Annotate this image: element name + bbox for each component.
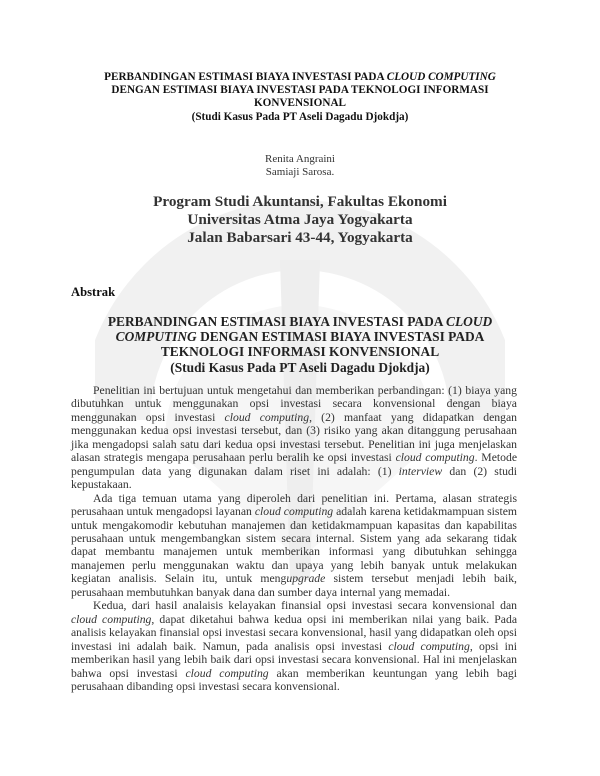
author-name: Samiaji Sarosa. [265, 165, 335, 178]
title-line: KONVENSIONAL [253, 97, 346, 110]
italic-term: upgrade [286, 572, 326, 586]
abstract-title-line: TEKNOLOGI INFORMASI KONVENSIONAL [160, 344, 440, 360]
abstract-title-italic: CLOUD [446, 314, 493, 329]
abstract-paragraph [71, 492, 517, 600]
institution-line: Jalan Babarsari 43-44, Yogyakarta [187, 229, 413, 246]
italic-term: interview [398, 464, 443, 478]
paragraph-text: Kedua, dari hasil analaisis kelayakan finansial opsi investasi secara konvensional dan [93, 599, 517, 613]
paragraph-text: sistem tersebut menjadi lebih baik, perusahaan membutuhkan banyak dana dan sumber daya internal yang memadai. [71, 572, 517, 599]
title-line-italic: CLOUD COMPUTING [386, 71, 496, 83]
abstract-body [71, 384, 517, 693]
abstract-title-subtitle: (Studi Kasus Pada PT Aseli Dagadu Djokdja) [170, 359, 430, 375]
italic-term: cloud computing [71, 612, 152, 626]
title-line: PERBANDINGAN ESTIMASI BIAYA INVESTASI PADA [104, 71, 387, 83]
institution-line: Program Studi Akuntansi, Fakultas Ekonomi [153, 193, 447, 210]
paragraph-text: dan (2) studi kepustakaan. [71, 464, 517, 492]
italic-term: cloud computing [224, 410, 310, 424]
paragraph-text: , dapat diketahui bahwa kedua opsi ini memberikan nilai yang baik. Pada analisis kelayakan finansial opsi investasi secara konvensional, hasil yang didapatkan oleh opsi investasi ini adalah baik. Namun, pada analisis opsi investasi [71, 612, 518, 653]
paragraph-text: Ada tiga temuan utama yang diperoleh dari penelitian ini. Pertama, alasan strategis perusahaan untuk mengadopsi layanan [71, 491, 517, 519]
title-line: DENGAN ESTIMASI BIAYA INVESTASI PADA TEKNOLOGI INFORMASI [111, 84, 489, 97]
paragraph-text: , (2) manfaat yang didapatkan dengan menggunakan kedua opsi investasi tersebut, dan (3) risiko yang akan ditanggung perusahaan jika mengadopsi salah satu dari kedua opsi investasi tersebut. Penelitian ini juga menjelaskan alasan strategis mengapa perusahaan perlu beralih ke opsi investasi [71, 410, 517, 465]
abstract-title [70, 314, 530, 375]
paragraph-text: Penelitian ini bertujuan untuk mengetahui dan memberikan perbandingan: (1) biaya yang dibutuhkan untuk menggunakan opsi investasi secara konvensional dengan biaya menggunakan opsi investasi [71, 384, 517, 424]
title-subtitle: (Studi Kasus Pada PT Aseli Dagadu Djokdja) [191, 110, 409, 123]
italic-term: cloud computing [185, 666, 269, 680]
paragraph-text: adalah karena ketidakmampuan sistem untuk mengakomodir kebutuhan manajemen dan ketidakmampuan kapasitas dan kapabilitas perusahaan untuk mengembangkan sistem secara internal. Sistem yang ada sekarang tidak dapat membantu manajemen untuk memberikan informasi yang dibutuhkan sehingga manajemen perlu menggunakan waktu dan upaya yang lebih banyak untuk melakukan kegiatan analisis. Selain itu, untuk meng [71, 505, 518, 586]
italic-term: cloud computing [395, 451, 475, 465]
abstract-title-italic: COMPUTING [115, 329, 197, 345]
abstract-paragraph [71, 599, 517, 693]
paragraph-text: , opsi ini memberikan hasil yang lebih baik dari opsi investasi secara konvensional. Hal ini menjelaskan bahwa opsi investasi [71, 639, 517, 680]
paragraph-text: akan memberikan keuntungan yang lebih bagi perusahaan dibanding opsi investasi secara konvensional. [71, 666, 518, 693]
abstract-title-line: PERBANDINGAN ESTIMASI BIAYA INVESTASI PADA [107, 314, 447, 329]
institution [0, 193, 600, 247]
paragraph-text: . Metode pengumpulan data yang digunakan dalam riset ini adalah: (1) [71, 451, 518, 478]
abstract-paragraph [71, 384, 517, 492]
italic-term: cloud computing [254, 505, 334, 519]
author-name: Renita Angraini [265, 153, 335, 165]
abstract-title-line: DENGAN ESTIMASI BIAYA INVESTASI PADA [196, 329, 485, 345]
authors [0, 153, 600, 178]
italic-term: cloud computing [388, 639, 470, 653]
institution-line: Universitas Atma Jaya Yogyakarta [187, 211, 413, 228]
abstract-heading: Abstrak [71, 285, 116, 299]
paper-title [60, 71, 540, 124]
